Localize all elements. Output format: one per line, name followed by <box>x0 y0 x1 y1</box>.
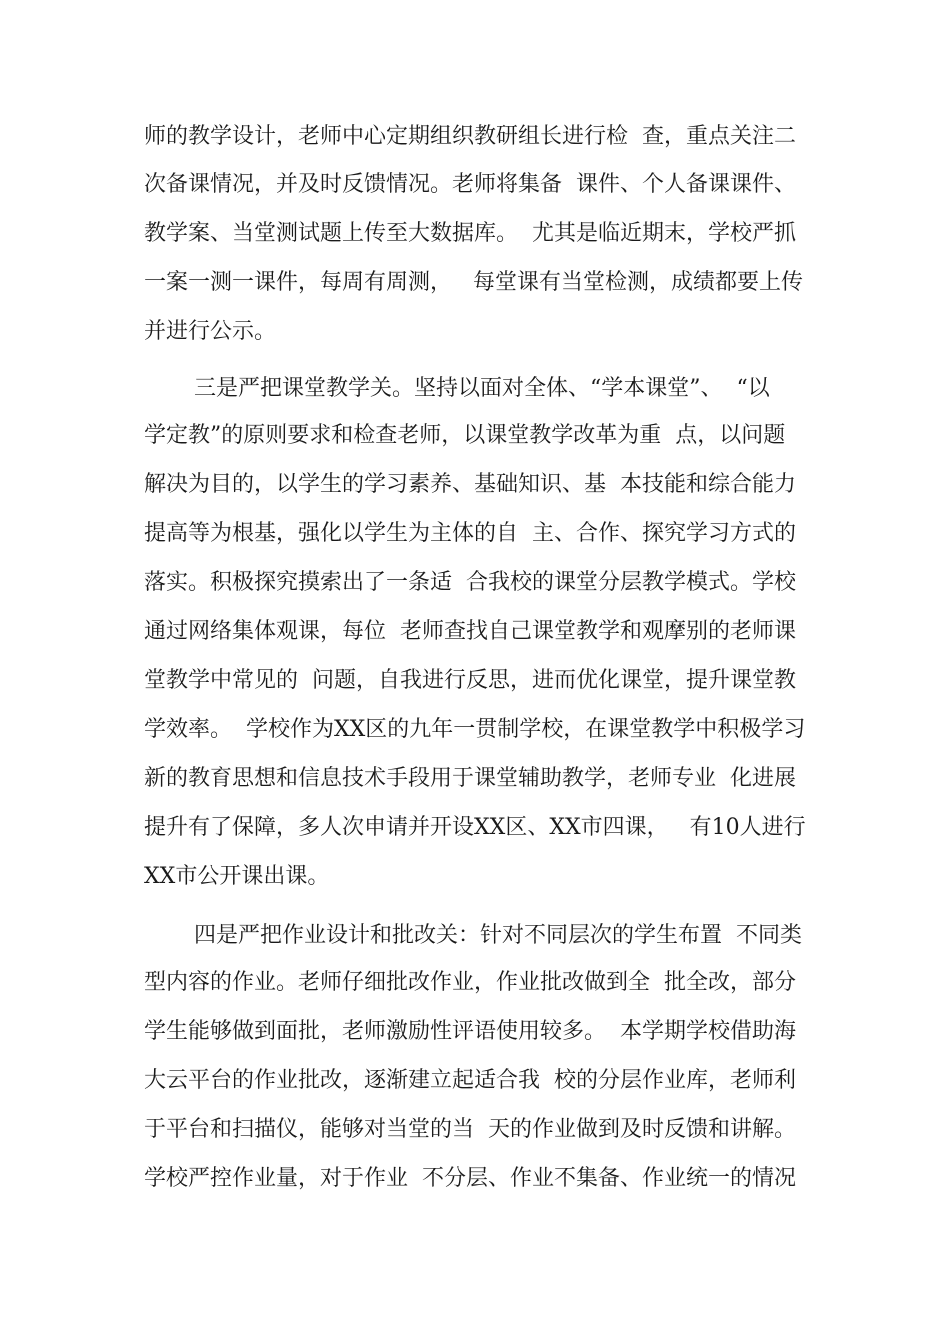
text-line: 通过网络集体观课，每位 老师查找自己课堂教学和观摩别的老师课 <box>144 619 796 644</box>
text-line: 学定教”的原则要求和检查老师，以课堂教学改革为重 点，以问题 <box>144 423 786 448</box>
text-line: XX市公开课出课。 <box>144 864 330 889</box>
text-line: 师的教学设计，老师中心定期组织教研组长进行检 查，重点关注二 <box>144 124 796 149</box>
text-line: 新的教育思想和信息技术手段用于课堂辅助教学，老师专业 化进展 <box>144 766 796 791</box>
text-line: 学效率。 学校作为XX区的九年一贯制学校，在课堂教学中积极学习 <box>144 717 806 742</box>
paragraph-3-first-line: 三是严把课堂教学关。坚持以面对全体、“学本课堂”、 “以 <box>194 376 770 401</box>
text-line: 学校严控作业量，对于作业 不分层、作业不集备、作业统一的情况 <box>144 1166 796 1191</box>
text-line: 大云平台的作业批改，逐渐建立起适合我 校的分层作业库，老师利 <box>144 1068 796 1093</box>
paragraph-4-first-line: 四是严把作业设计和批改关：针对不同层次的学生布置 不同类 <box>194 923 802 948</box>
text-line: 提高等为根基，强化以学生为主体的自 主、合作、探究学习方式的 <box>144 521 796 546</box>
text-line: 学生能够做到面批，老师激励性评语使用较多。 本学期学校借助海 <box>144 1019 796 1044</box>
text-line: 解决为目的，以学生的学习素养、基础知识、基 本技能和综合能力 <box>144 472 796 497</box>
text-line: 并进行公示。 <box>144 319 277 344</box>
text-line: 教学案、当堂测试题上传至大数据库。 尤其是临近期末，学校严抓 <box>144 221 796 246</box>
text-line: 堂教学中常见的 问题，自我进行反思，进而优化课堂，提升课堂教 <box>144 668 796 693</box>
text-line: 一案一测一课件，每周有周测， 每堂课有当堂检测，成绩都要上传 <box>144 270 803 295</box>
text-line: 型内容的作业。老师仔细批改作业，作业批改做到全 批全改，部分 <box>144 970 796 995</box>
text-line: 落实。积极探究摸索出了一条适 合我校的课堂分层教学模式。学校 <box>144 570 796 595</box>
text-line: 提升有了保障，多人次申请并开设XX区、XX市四课， 有10人进行 <box>144 815 806 840</box>
text-line: 于平台和扫描仪，能够对当堂的当 天的作业做到及时反馈和讲解。 <box>144 1117 796 1142</box>
text-line: 次备课情况，并及时反馈情况。老师将集备 课件、个人备课课件、 <box>144 172 796 197</box>
